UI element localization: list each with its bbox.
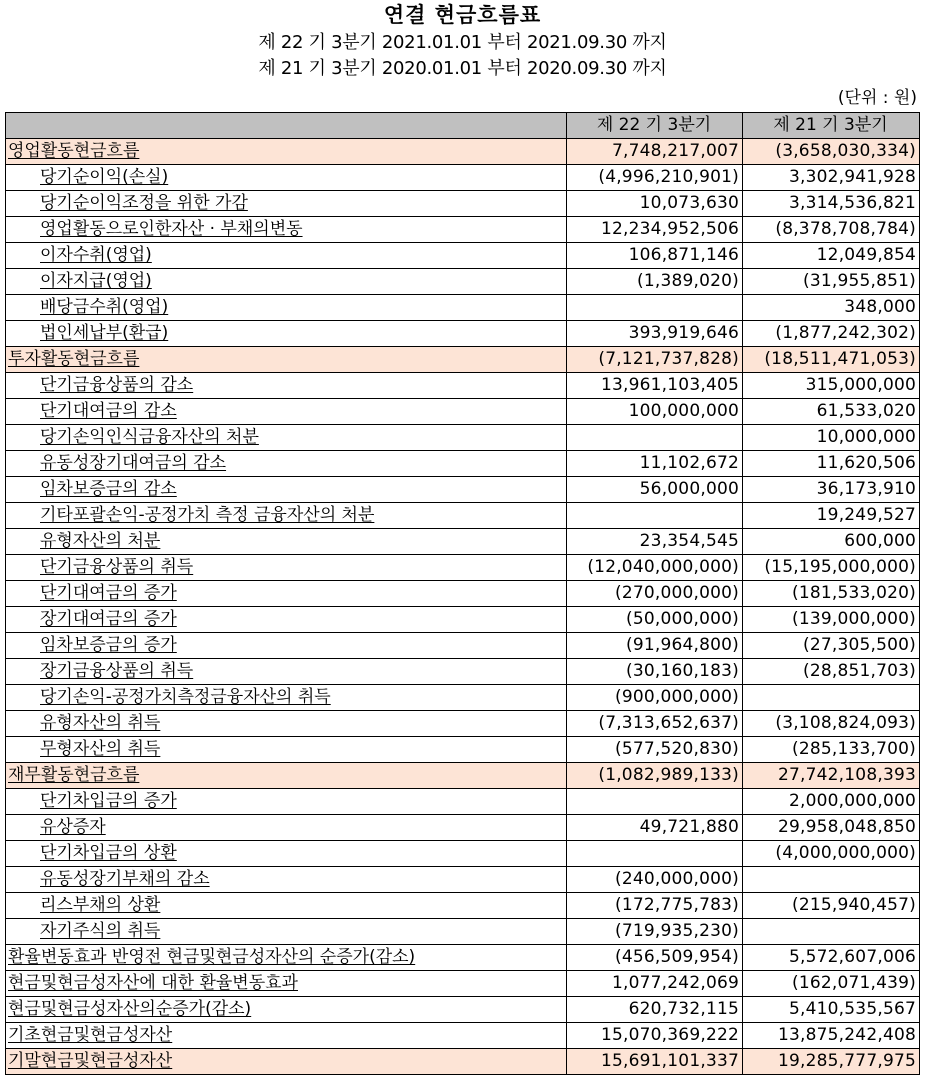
value-current-period: (4,996,210,901)	[567, 165, 743, 191]
value-prior-period: 12,049,854	[743, 243, 920, 269]
table-header-row	[6, 113, 920, 139]
value-current-period: 620,732,115	[567, 997, 743, 1023]
table-row	[6, 529, 920, 555]
row-label: 재무활동현금흐름	[8, 765, 140, 785]
value-current-period: 12,234,952,506	[567, 217, 743, 243]
value-prior-period: 5,572,607,006	[743, 945, 920, 971]
row-label: 기타포괄손익-공정가치 측정 금융자산의 처분	[40, 505, 375, 525]
value-current-period: (1,389,020)	[567, 269, 743, 295]
row-label-cell	[6, 737, 567, 763]
value-prior-period: 348,000	[743, 295, 920, 321]
table-row	[6, 451, 920, 477]
value-prior-period: 600,000	[743, 529, 920, 555]
row-label: 영업활동현금흐름	[8, 141, 140, 161]
row-label-cell	[6, 815, 567, 841]
value-current-period: 100,000,000	[567, 399, 743, 425]
table-row	[6, 997, 920, 1023]
value-current-period: 49,721,880	[567, 815, 743, 841]
row-label: 무형자산의 취득	[40, 739, 161, 759]
value-current-period: 393,919,646	[567, 321, 743, 347]
row-label-cell	[6, 971, 567, 997]
value-prior-period: (15,195,000,000)	[743, 555, 920, 581]
table-row	[6, 295, 920, 321]
table-row	[6, 867, 920, 893]
row-label-cell	[6, 399, 567, 425]
table-row	[6, 139, 920, 165]
row-label: 기초현금및현금성자산	[8, 1025, 173, 1045]
value-prior-period: (28,851,703)	[743, 659, 920, 685]
row-label-cell	[6, 217, 567, 243]
row-label: 배당금수취(영업)	[40, 297, 169, 317]
row-label: 단기금융상품의 취득	[40, 557, 194, 577]
row-label-cell	[6, 1049, 567, 1075]
row-label: 법인세납부(환급)	[40, 323, 169, 343]
column-header-label	[6, 113, 567, 139]
table-row	[6, 919, 920, 945]
table-row	[6, 945, 920, 971]
table-row	[6, 607, 920, 633]
value-prior-period: (139,000,000)	[743, 607, 920, 633]
value-current-period: 11,102,672	[567, 451, 743, 477]
statement-title: 연결 현금흐름표	[383, 3, 542, 27]
value-current-period	[567, 295, 743, 321]
value-current-period: 106,871,146	[567, 243, 743, 269]
table-row	[6, 165, 920, 191]
row-label-cell	[6, 295, 567, 321]
row-label-cell	[6, 139, 567, 165]
table-row	[6, 243, 920, 269]
value-prior-period: 29,958,048,850	[743, 815, 920, 841]
row-label: 당기순이익조정을 위한 가감	[40, 193, 248, 213]
table-row	[6, 373, 920, 399]
table-row	[6, 685, 920, 711]
row-label-cell	[6, 633, 567, 659]
row-label-cell	[6, 841, 567, 867]
value-prior-period: (4,000,000,000)	[743, 841, 920, 867]
row-label-cell	[6, 451, 567, 477]
value-current-period: (30,160,183)	[567, 659, 743, 685]
row-label-cell	[6, 659, 567, 685]
value-prior-period: 11,620,506	[743, 451, 920, 477]
table-row	[6, 971, 920, 997]
period-prior: 제 21 기 3분기 2020.01.01 부터 2020.09.30 까지	[258, 58, 667, 79]
value-prior-period: (215,940,457)	[743, 893, 920, 919]
row-label-cell	[6, 555, 567, 581]
row-label: 당기손익인식금융자산의 처분	[40, 427, 259, 447]
table-row	[6, 633, 920, 659]
row-label: 유동성장기부채의 감소	[40, 869, 210, 889]
value-prior-period: (3,108,824,093)	[743, 711, 920, 737]
table-row	[6, 425, 920, 451]
value-prior-period: 3,302,941,928	[743, 165, 920, 191]
row-label: 현금및현금성자산의순증가(감소)	[8, 999, 252, 1019]
value-current-period: (900,000,000)	[567, 685, 743, 711]
value-current-period: (577,520,830)	[567, 737, 743, 763]
value-current-period: 13,961,103,405	[567, 373, 743, 399]
value-current-period	[567, 841, 743, 867]
row-label-cell	[6, 867, 567, 893]
value-prior-period: 19,285,777,975	[743, 1049, 920, 1075]
table-row	[6, 555, 920, 581]
value-prior-period: 19,249,527	[743, 503, 920, 529]
row-label: 장기금융상품의 취득	[40, 661, 194, 681]
table-row	[6, 269, 920, 295]
row-label: 환율변동효과 반영전 현금및현금성자산의 순증가(감소)	[8, 947, 416, 967]
row-label-cell	[6, 581, 567, 607]
value-prior-period: (18,511,471,053)	[743, 347, 920, 373]
value-prior-period: (181,533,020)	[743, 581, 920, 607]
row-label: 이자수취(영업)	[40, 245, 152, 265]
value-prior-period: (27,305,500)	[743, 633, 920, 659]
table-row	[6, 763, 920, 789]
table-row	[6, 1023, 920, 1049]
row-label: 이자지급(영업)	[40, 271, 152, 291]
table-row	[6, 737, 920, 763]
value-current-period: (1,082,989,133)	[567, 763, 743, 789]
table-row	[6, 399, 920, 425]
row-label-cell	[6, 269, 567, 295]
row-label: 당기손익-공정가치측정금융자산의 취득	[40, 687, 331, 707]
value-prior-period: (1,877,242,302)	[743, 321, 920, 347]
value-prior-period	[743, 867, 920, 893]
value-current-period: (91,964,800)	[567, 633, 743, 659]
value-current-period: (50,000,000)	[567, 607, 743, 633]
table-row	[6, 711, 920, 737]
row-label: 영업활동으로인한자산 · 부채의변동	[40, 219, 303, 239]
value-prior-period: 5,410,535,567	[743, 997, 920, 1023]
column-header-prior: 제 21 기 3분기	[743, 113, 920, 139]
value-prior-period: 315,000,000	[743, 373, 920, 399]
value-prior-period: 13,875,242,408	[743, 1023, 920, 1049]
value-current-period: (719,935,230)	[567, 919, 743, 945]
period-current: 제 22 기 3분기 2021.01.01 부터 2021.09.30 까지	[258, 32, 667, 53]
row-label: 당기순이익(손실)	[40, 167, 169, 187]
row-label: 임차보증금의 감소	[40, 479, 177, 499]
row-label: 유형자산의 취득	[40, 713, 161, 733]
value-current-period	[567, 425, 743, 451]
row-label-cell	[6, 191, 567, 217]
value-current-period: (7,313,652,637)	[567, 711, 743, 737]
value-prior-period: (8,378,708,784)	[743, 217, 920, 243]
cash-flow-table	[5, 112, 920, 1075]
row-label: 단기금융상품의 감소	[40, 375, 194, 395]
row-label-cell	[6, 165, 567, 191]
row-label-cell	[6, 503, 567, 529]
value-prior-period: 36,173,910	[743, 477, 920, 503]
row-label-cell	[6, 919, 567, 945]
column-header-current: 제 22 기 3분기	[567, 113, 743, 139]
row-label-cell	[6, 373, 567, 399]
row-label: 리스부채의 상환	[40, 895, 161, 915]
value-current-period: 1,077,242,069	[567, 971, 743, 997]
row-label: 유상증자	[40, 817, 106, 837]
row-label-cell	[6, 945, 567, 971]
value-current-period: (12,040,000,000)	[567, 555, 743, 581]
value-prior-period: 2,000,000,000	[743, 789, 920, 815]
table-row	[6, 191, 920, 217]
row-label-cell	[6, 425, 567, 451]
value-prior-period: (162,071,439)	[743, 971, 920, 997]
table-row	[6, 217, 920, 243]
row-label-cell	[6, 529, 567, 555]
value-prior-period: 10,000,000	[743, 425, 920, 451]
value-prior-period: (285,133,700)	[743, 737, 920, 763]
table-row	[6, 659, 920, 685]
value-prior-period	[743, 685, 920, 711]
table-row	[6, 789, 920, 815]
table-row	[6, 1049, 920, 1075]
value-prior-period: (3,658,030,334)	[743, 139, 920, 165]
table-row	[6, 893, 920, 919]
value-current-period: 7,748,217,007	[567, 139, 743, 165]
row-label: 투자활동현금흐름	[8, 349, 140, 369]
row-label: 유동성장기대여금의 감소	[40, 453, 227, 473]
table-row	[6, 815, 920, 841]
table-row	[6, 347, 920, 373]
row-label: 단기차입금의 증가	[40, 791, 177, 811]
row-label-cell	[6, 347, 567, 373]
row-label-cell	[6, 607, 567, 633]
row-label: 임차보증금의 증가	[40, 635, 177, 655]
row-label-cell	[6, 711, 567, 737]
row-label-cell	[6, 243, 567, 269]
value-prior-period: 61,533,020	[743, 399, 920, 425]
value-current-period: (240,000,000)	[567, 867, 743, 893]
value-current-period: (456,509,954)	[567, 945, 743, 971]
value-prior-period: 27,742,108,393	[743, 763, 920, 789]
value-current-period: 10,073,630	[567, 191, 743, 217]
row-label-cell	[6, 763, 567, 789]
table-row	[6, 581, 920, 607]
value-current-period: (270,000,000)	[567, 581, 743, 607]
table-row	[6, 503, 920, 529]
row-label: 유형자산의 처분	[40, 531, 161, 551]
value-current-period: 15,691,101,337	[567, 1049, 743, 1075]
table-row	[6, 841, 920, 867]
row-label: 단기대여금의 증가	[40, 583, 177, 603]
row-label-cell	[6, 685, 567, 711]
table-row	[6, 477, 920, 503]
row-label: 장기대여금의 증가	[40, 609, 177, 629]
row-label: 자기주식의 취득	[40, 921, 161, 941]
row-label: 기말현금및현금성자산	[8, 1051, 173, 1071]
value-current-period: 56,000,000	[567, 477, 743, 503]
value-prior-period	[743, 919, 920, 945]
value-current-period: (172,775,783)	[567, 893, 743, 919]
value-prior-period: (31,955,851)	[743, 269, 920, 295]
table-row	[6, 321, 920, 347]
row-label: 단기차입금의 상환	[40, 843, 177, 863]
value-current-period	[567, 503, 743, 529]
value-current-period: (7,121,737,828)	[567, 347, 743, 373]
unit-label: (단위 : 원)	[837, 88, 917, 108]
row-label-cell	[6, 1023, 567, 1049]
row-label-cell	[6, 321, 567, 347]
value-prior-period: 3,314,536,821	[743, 191, 920, 217]
value-current-period: 23,354,545	[567, 529, 743, 555]
row-label-cell	[6, 893, 567, 919]
value-current-period	[567, 789, 743, 815]
row-label-cell	[6, 477, 567, 503]
row-label: 현금및현금성자산에 대한 환율변동효과	[8, 973, 298, 993]
row-label-cell	[6, 997, 567, 1023]
row-label: 단기대여금의 감소	[40, 401, 177, 421]
row-label-cell	[6, 789, 567, 815]
value-current-period: 15,070,369,222	[567, 1023, 743, 1049]
